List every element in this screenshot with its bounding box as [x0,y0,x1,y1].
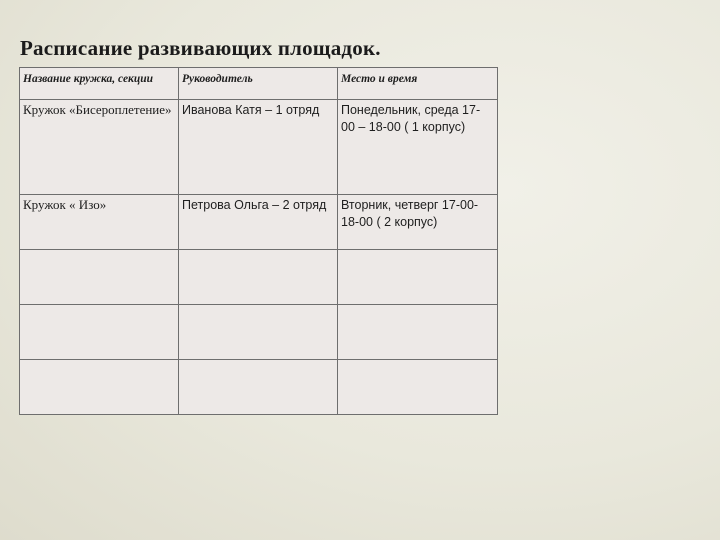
cell-name: Кружок « Изо» [20,195,179,250]
cell-name: Кружок «Бисероплетение» [20,100,179,195]
table-row [20,100,498,195]
cell-leader [179,250,338,305]
cell-leader [179,360,338,415]
page-title: Расписание развивающих площадок. [20,36,381,60]
table-row [20,195,498,250]
cell-leader [179,305,338,360]
header-place-time: Место и время [338,68,498,100]
cell-name [20,360,179,415]
table-header-row [20,68,498,100]
cell-place-time [338,250,498,305]
cell-place-time: Понедельник, среда 17-00 – 18-00 ( 1 корпус) [338,100,498,195]
cell-leader: Петрова Ольга – 2 отряд [179,195,338,250]
table-row [20,360,498,415]
header-name: Название кружка, секции [20,68,179,100]
cell-leader: Иванова Катя – 1 отряд [179,100,338,195]
cell-place-time: Вторник, четверг 17-00-18-00 ( 2 корпус) [338,195,498,250]
cell-place-time [338,360,498,415]
table-row [20,250,498,305]
cell-name [20,250,179,305]
table-row [20,305,498,360]
cell-place-time [338,305,498,360]
header-leader: Руководитель [179,68,338,100]
cell-name [20,305,179,360]
schedule-table [19,67,498,415]
